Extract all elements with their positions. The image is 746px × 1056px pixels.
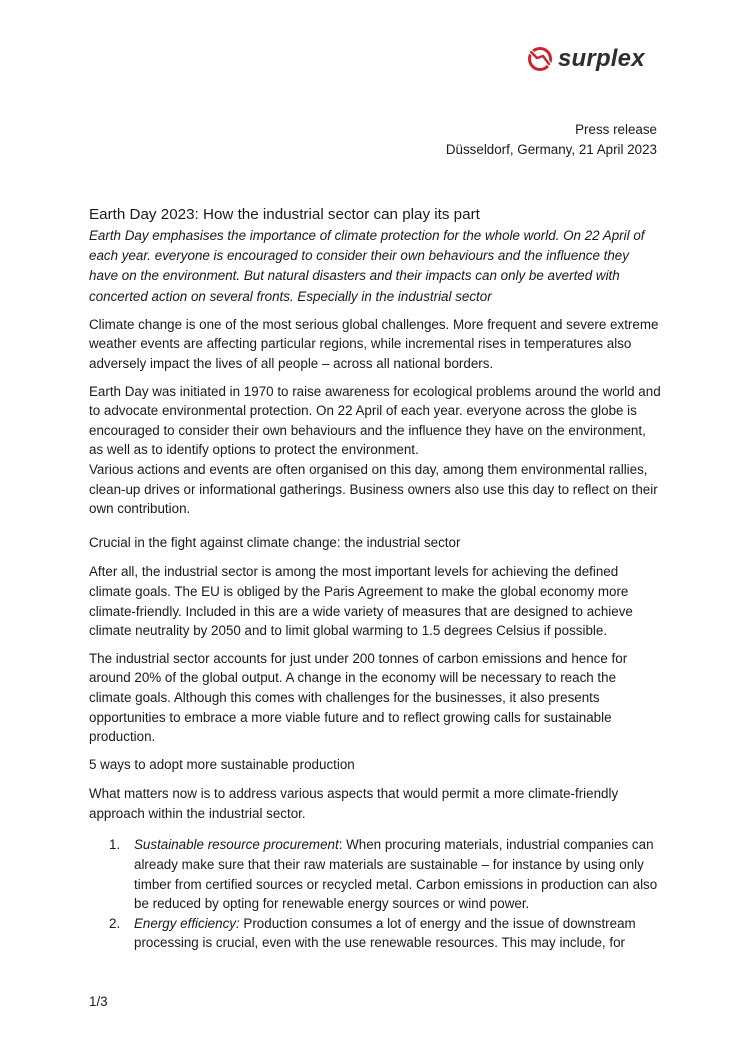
paragraph-2b: Various actions and events are often organised on this day, among them environmental rallies, clean-up drives or informational gatherings. Business owners also use this day to reflect on their own contribution. — [89, 461, 658, 517]
paragraph-5: What matters now is to address various aspects that would permit a more climate-friendly approach within the industrial sector. — [89, 786, 619, 821]
dateline: Düsseldorf, Germany, 21 April 2023 — [445, 142, 657, 157]
article-body — [89, 205, 661, 953]
list-item — [109, 914, 661, 953]
paragraph-3: After all, the industrial sector is among the most important levels for achieving the defined climate goals. The EU is obliged by the Paris Agreement to make the global economy more climate-friendly. Included in this are a wide variety of measures that are designed to achieve climate neutrality by 2050 and to limit global warming to 1.5 degrees Celsius if possible. — [89, 564, 633, 639]
paragraph-4: The industrial sector accounts for just under 200 tonnes of carbon emissions and hence for around 20% of the global output. A change in the economy will be necessary to reach the climate goals. Although this comes with challenges for the businesses, it also presents opportunities to embrace a more viable future and to reflect growing calls for sustainable production. — [89, 650, 628, 745]
list-item-term: Sustainable resource procurement — [134, 837, 339, 853]
article-title: Earth Day 2023: How the industrial sector can play its part — [89, 206, 480, 223]
article-lede: Earth Day emphasises the importance of climate protection for the whole world. On 22 April of each year. everyone is encouraged to consider their own behaviours and the influence they have on the environment. But natural disasters and their impacts can only be averted with concerted action on several fronts. Especially in the industrial sector — [89, 228, 645, 304]
ways-list — [109, 835, 661, 953]
press-release-label: Press release — [575, 122, 657, 137]
subheading-industrial-sector: Crucial in the fight against climate change: the industrial sector — [89, 534, 461, 550]
logo-wordmark: surplex — [558, 45, 645, 72]
list-item-text: Production consumes a lot of energy and the issue of downstream processing is crucial, even with the use renewable resources. This may include, for — [134, 915, 636, 951]
list-item-text: : When procuring materials, industrial companies can already make sure that their raw materials are sustainable – for instance by using only timber from certified sources or recycled metal. Carbon emissions in production can also be reduced by opting for renewable energy sources or wind power. — [134, 837, 658, 912]
list-item-number: 1. — [109, 837, 121, 853]
surplex-logo — [526, 44, 645, 74]
surplex-logo-icon — [526, 45, 554, 73]
list-item — [109, 835, 661, 913]
paragraph-2a: Earth Day was initiated in 1970 to raise awareness for ecological problems around the world and to advocate environmental protection. On 22 April of each year. everyone across the globe is encouraged to consider their own behaviours and the influence they have on the environment, as well as to identify options to protect the environment. — [89, 383, 661, 458]
list-item-number: 2. — [109, 915, 121, 931]
page-number: 1/3 — [89, 994, 108, 1009]
subheading-five-ways: 5 ways to adopt more sustainable production — [89, 756, 355, 772]
list-item-term: Energy efficiency: — [134, 915, 240, 931]
paragraph-1: Climate change is one of the most serious global challenges. More frequent and severe extreme weather events are affecting particular regions, while incremental rises in temperatures also adversely impact the lives of all people – across all national borders. — [89, 316, 659, 371]
